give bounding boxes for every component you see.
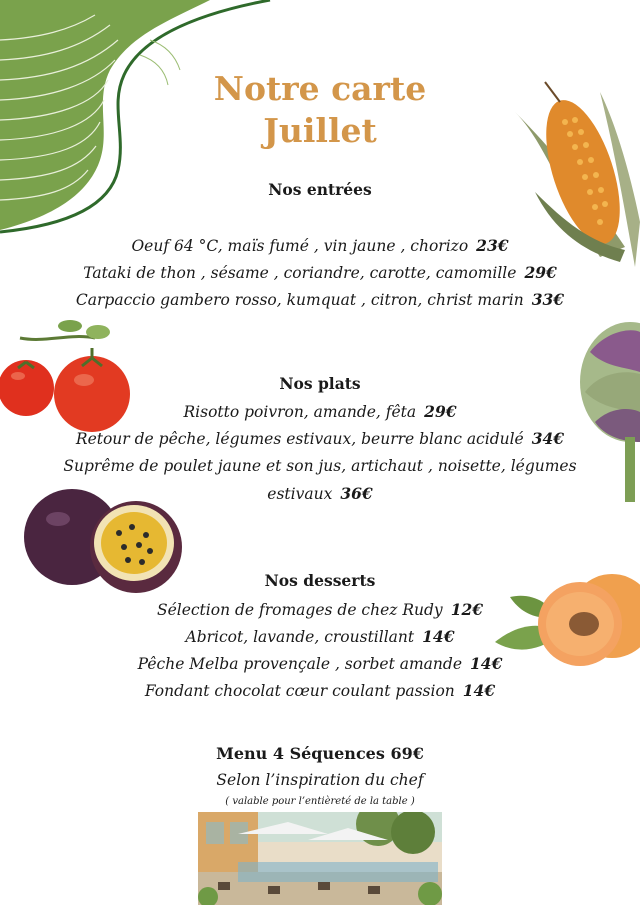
dish-price: 14€ xyxy=(462,681,496,700)
title-line-2: Juillet xyxy=(263,111,377,150)
dish-item xyxy=(0,398,640,426)
dish-price: 23€ xyxy=(476,236,509,255)
dish-name: Abricot, lavande, croustillant xyxy=(185,628,415,646)
terrace-illustration xyxy=(198,812,442,905)
dish-name: Suprême de poulet jaune et son jus, artichaut , noisette, légumes xyxy=(63,457,577,475)
section-heading-plats: Nos plats xyxy=(279,374,361,393)
dish-price: 33€ xyxy=(531,290,565,309)
dish-name: Sélection de fromages de chez Rudy xyxy=(156,601,443,619)
dish-item xyxy=(0,480,640,508)
dish-price: 29€ xyxy=(524,263,557,282)
dish-price: 14€ xyxy=(470,654,503,673)
dish-item xyxy=(0,425,640,453)
menu-offer-subtitle: Selon l’inspiration du chef xyxy=(216,771,424,789)
menu-title xyxy=(0,68,640,152)
dish-item xyxy=(0,623,640,651)
dish-item xyxy=(0,596,640,624)
title-line-1: Notre carte xyxy=(213,69,427,108)
dish-name: Fondant chocolat cœur coulant passion xyxy=(144,682,455,700)
dish-price: 36€ xyxy=(340,484,373,503)
dish-price: 12€ xyxy=(450,600,484,619)
dish-price: 14€ xyxy=(422,627,455,646)
dish-name: Tataki de thon , sésame , coriandre, carotte, camomille xyxy=(83,264,517,282)
section-heading-entrees: Nos entrées xyxy=(268,180,372,199)
dish-name: Risotto poivron, amande, fêta xyxy=(183,403,417,421)
section-heading-desserts: Nos desserts xyxy=(264,571,376,590)
dish-name: estivaux xyxy=(267,485,333,503)
dish-name: Oeuf 64 °C, maïs fumé , vin jaune , chorizo xyxy=(131,237,469,255)
dish-item xyxy=(0,259,640,287)
dish-name: Retour de pêche, légumes estivaux, beurre blanc acidulé xyxy=(75,430,524,448)
dish-item xyxy=(0,232,640,260)
menu-offer-note: ( valable pour l’entièreté de la table ) xyxy=(225,796,415,807)
dish-price: 34€ xyxy=(531,429,565,448)
dish-item xyxy=(0,286,640,314)
dish-name: Pêche Melba provençale , sorbet amande xyxy=(137,655,462,673)
dish-name: Carpaccio gambero rosso, kumquat , citron, christ marin xyxy=(75,291,524,309)
dish-item xyxy=(0,677,640,705)
dish-price: 29€ xyxy=(424,402,457,421)
dish-item xyxy=(0,650,640,678)
menu-offer-title: Menu 4 Séquences 69€ xyxy=(216,744,424,763)
dish-item xyxy=(0,453,640,480)
